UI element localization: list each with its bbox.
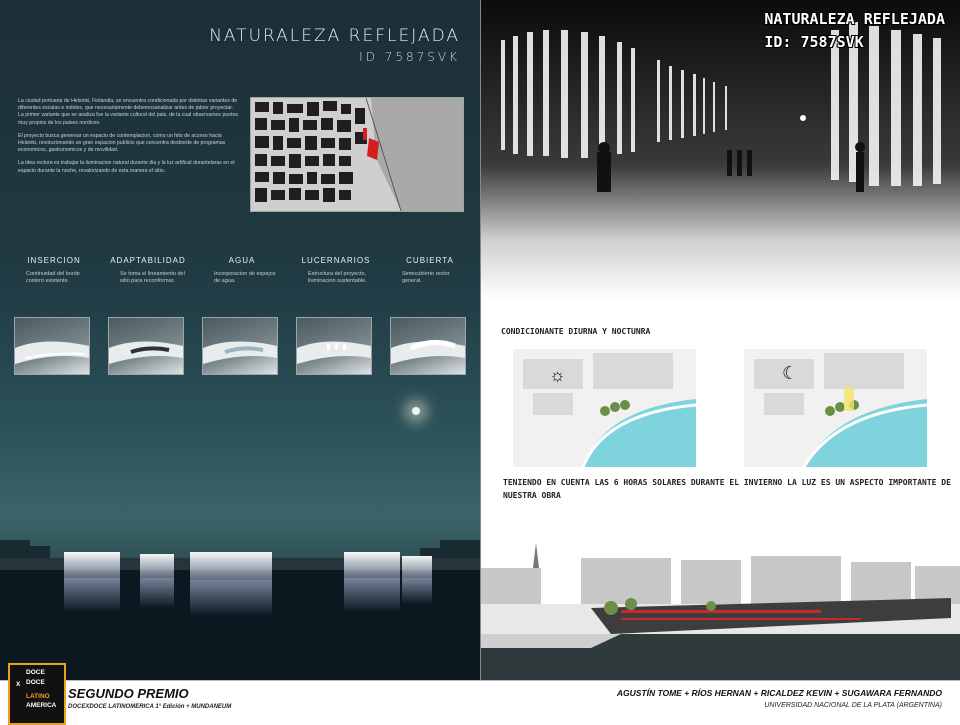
right-panel: [480, 0, 960, 680]
step-image: [14, 317, 90, 375]
night-render: [0, 520, 480, 680]
step-desc: Semicubierto rector general.: [402, 271, 450, 284]
prize-title: SEGUNDO PREMIO: [68, 686, 189, 701]
step-image: [390, 317, 466, 375]
intro-text: [18, 98, 240, 181]
step-image: [296, 317, 372, 375]
left-title-block: [209, 26, 460, 64]
right-id: ID: 7587SVK: [764, 33, 864, 51]
solar-hours-text: TENIENDO EN CUENTA LAS 6 HORAS SOLARES DURANTE EL INVIERNO LA LUZ ES UN ASPECTO IMPORTANTE DE NUESTRA OBRA: [503, 478, 951, 500]
waterfront-render: [481, 538, 960, 680]
right-title-block: [764, 10, 945, 51]
sun-icon: ☼: [549, 365, 566, 385]
logo-line: LATINO: [26, 693, 50, 700]
site-map-drawing: [251, 98, 463, 211]
step-image: [108, 317, 184, 375]
left-title: NATURALEZA REFLEJADA: [209, 26, 460, 46]
step-image: [202, 317, 278, 375]
prize-subtitle: DOCEXDOCE LATINOMERICA 1° Edición + MUNDANEUM: [68, 704, 232, 710]
step-agua: [202, 256, 282, 375]
logo-line: X: [16, 681, 21, 688]
step-adaptabilidad: [108, 256, 188, 375]
step-lucernarios: [296, 256, 376, 375]
footer: [0, 669, 960, 724]
moon-glow: [412, 407, 420, 415]
step-desc: Estructura del proyecto, iluminacion sustentable.: [308, 271, 367, 284]
step-cubierta: [390, 256, 470, 375]
right-title: NATURALEZA REFLEJADA: [764, 10, 945, 28]
step-desc: Incorporacion de espejos de agua.: [214, 271, 276, 284]
night-diagram: [744, 349, 927, 467]
step-title: AGUA: [228, 256, 256, 265]
authors: AGUSTÍN TOME + RÍOS HERNAN + RICALDEZ KEVIN + SUGAWARA FERNANDO: [616, 688, 942, 698]
day-diagram: [513, 349, 696, 467]
logo-line: AMERICA: [26, 702, 57, 709]
step-title: LUCERNARIOS: [301, 256, 371, 265]
step-title: CUBIERTA: [406, 256, 454, 265]
logo-line: DOCE: [26, 669, 45, 676]
intro-paragraph: El proyecto busca generear un espacio de contemplacion, como un hito de acceso hacia Helsinki, revolozionando un gran espacion publicio que concentra desborde de programas economicos, gastronomicos y de movilidad.: [18, 132, 226, 154]
step-desc: Continuidad del borde costero existente.: [26, 271, 80, 284]
step-title: INSERCION: [27, 256, 81, 265]
step-desc: Se toma el lineamiento del sitio para reconformar.: [120, 271, 185, 284]
left-id: ID 7587SVK: [359, 50, 460, 64]
docexdoce-logo: [8, 663, 66, 725]
design-steps: [14, 256, 470, 375]
step-title: ADAPTABILIDAD: [110, 256, 186, 265]
site-map: [250, 97, 464, 212]
logo-line: DOCE: [26, 679, 45, 686]
university: UNIVERSIDAD NACIONAL DE LA PLATA (ARGENTINA): [764, 702, 942, 709]
moon-icon: ☾: [782, 363, 799, 383]
intro-paragraph: La idea rectora es trabajar la iluminacion natural durante dia y la luz artifical durantelaras en el espacio durante la noche, revalorizando de esta manera el sitio.: [18, 160, 235, 174]
intro-paragraph: La ciudad portuaria de Helsinki, Finlandia, se encuentra condicionada por distintas variantes de diferentes escalas e indoles, que necesariamente debemosanalizar antes de pdoer proyectar. La primer variante que se analiza fue la variante cultural del pais, de la cual observamos puntos muy propios de los paises nordicos.: [18, 98, 239, 126]
left-panel: [0, 0, 480, 680]
condition-label: CONDICIONANTE DIURNA Y NOCTUNRA: [501, 327, 651, 336]
step-insercion: [14, 256, 94, 375]
